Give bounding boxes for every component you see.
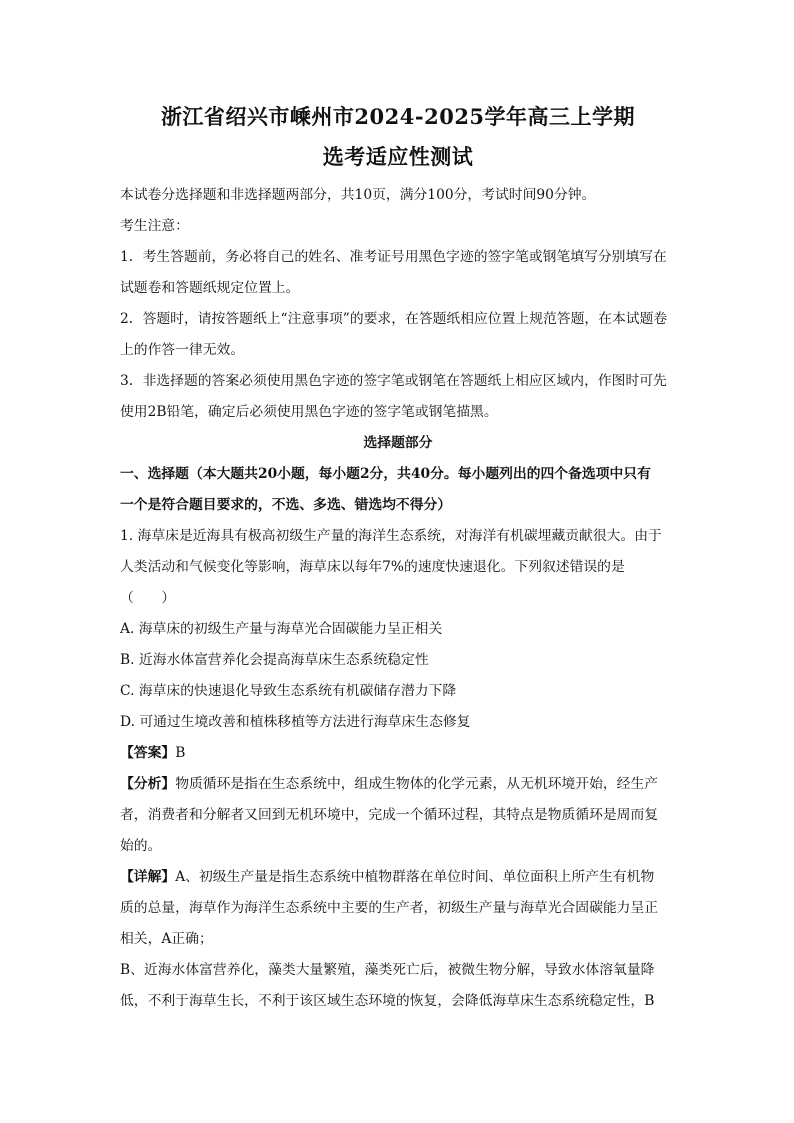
detail-line-1 xyxy=(120,862,676,893)
section-instruction-line-2: 一个是符合题目要求的，不选、多选、错选均不得分） xyxy=(120,497,452,513)
question-1-stem-line-1: 1. 海草床是近海具有极高初级生产量的海洋生态系统，对海洋有机碳埋藏贡献很大。由于 xyxy=(120,528,662,544)
notice-1-line-2: 试题卷和答题纸规定位置上。 xyxy=(120,280,300,296)
analysis-line-3: 始的。 xyxy=(120,838,162,854)
detail-line-5: 低，不利于海草生长，不利于该区域生态环境的恢复，会降低海草床生态系统稳定性，B xyxy=(120,993,655,1009)
notice-1-line-1: 1．考生答题前，务必将自己的姓名、准考证号用黑色字迹的签字笔或钢笔填写分别填写在 xyxy=(120,249,667,265)
detail-text-1: A、初级生产量是指生态系统中植物群落在单位时间、单位面积上所产生有机物 xyxy=(175,869,655,885)
answer-line xyxy=(120,738,676,769)
analysis-text-1: 物质循环是指在生态系统中，组成生物体的化学元素，从无机环境开始，经生产 xyxy=(175,776,659,792)
analysis-tag: 【分析】 xyxy=(120,776,176,792)
answer-tag: 【答案】 xyxy=(120,745,176,761)
notice-3-line-2: 使用2B铅笔，确定后必须使用黑色字迹的签字笔或钢笔描黑。 xyxy=(120,404,498,420)
notice-3-line-1: 3．非选择题的答案必须使用黑色字迹的签字笔或钢笔在答题纸上相应区域内，作图时可先 xyxy=(120,373,667,389)
detail-line-2: 质的总量，海草作为海洋生态系统中主要的生产者，初级生产量与海草光合固碳能力呈正 xyxy=(120,900,659,916)
section-instruction-line-1: 一、选择题（本大题共20小题，每小题2分，共40分。每小题列出的四个备选项中只有 xyxy=(120,466,651,482)
exam-summary: 本试卷分选择题和非选择题两部分，共10页，满分100分，考试时间90分钟。 xyxy=(120,187,596,203)
question-1-option-b: B. 近海水体富营养化会提高海草床生态系统稳定性 xyxy=(120,652,429,668)
notice-2-line-2: 上的作答一律无效。 xyxy=(120,342,245,358)
notice-2-line-1: 2．答题时，请按答题纸上“注意事项”的要求，在答题纸相应位置上规范答题，在本试题卷 xyxy=(120,311,668,327)
analysis-line-1 xyxy=(120,769,676,800)
detail-tag: 【详解】 xyxy=(120,869,176,885)
detail-line-3: 相关，A正确； xyxy=(120,931,213,947)
document-title-line-2: 选考适应性测试 xyxy=(322,144,474,169)
document-title-line-1: 浙江省绍兴市嵊州市2024-2025学年高三上学期 xyxy=(160,104,636,129)
analysis-line-2: 者，消费者和分解者又回到无机环境中，完成一个循环过程，其特点是物质循环是周而复 xyxy=(120,807,659,823)
section-heading: 选择题部分 xyxy=(363,435,433,451)
question-1-option-c: C. 海草床的快速退化导致生态系统有机碳储存潜力下降 xyxy=(120,683,457,699)
question-1-stem-line-2: 人类活动和气候变化等影响，海草床以每年7%的速度快速退化。下列叙述错误的是 xyxy=(120,559,625,575)
question-1-answer-blank: （ ） xyxy=(120,590,176,606)
answer-value: B xyxy=(175,745,186,761)
notice-title: 考生注意： xyxy=(120,218,189,234)
question-1-option-d: D. 可通过生境改善和植株移植等方法进行海草床生态修复 xyxy=(120,714,471,730)
question-1-option-a: A. 海草床的初级生产量与海草光合固碳能力呈正相关 xyxy=(120,621,443,637)
detail-line-4: B、近海水体富营养化，藻类大量繁殖，藻类死亡后，被微生物分解，导致水体溶氧量降 xyxy=(120,962,655,978)
